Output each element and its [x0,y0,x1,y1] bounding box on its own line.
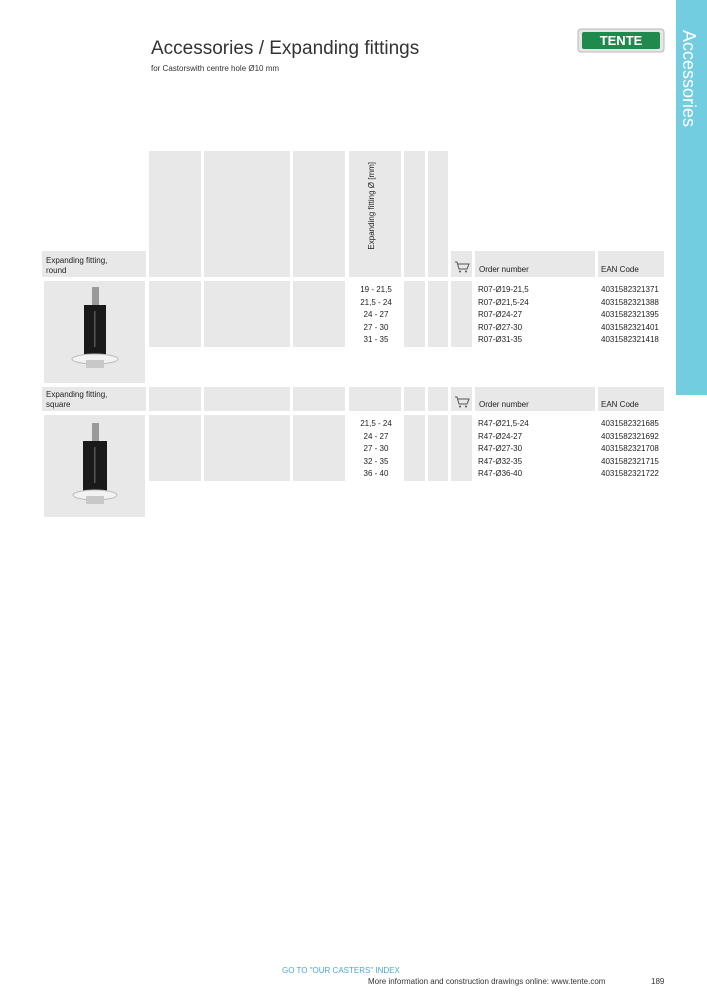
casters-index-link[interactable]: GO TO "OUR CASTERS" INDEX [282,966,400,975]
order-number: R07-Ø19-21,5 [478,285,529,294]
size-value: 36 - 40 [363,469,389,479]
section-header-strip [404,387,425,411]
round-col [204,281,290,347]
section-side-tab [676,0,707,395]
ean-code: 4031582321395 [601,310,659,320]
square-col [451,415,472,481]
page-subtitle: for Castorswith centre hole Ø10 mm [151,64,280,73]
ean-code: 4031582321371 [601,285,659,294]
size-value: 19 - 21,5 [360,285,392,294]
page-title: Accessories / Expanding fittings [151,38,420,59]
round-col [451,281,472,347]
order-number: R07-Ø31-35 [478,335,523,345]
ean-code: 4031582321418 [601,335,659,345]
ean-code: 4031582321722 [601,469,659,479]
ean-code: 4031582321692 [601,431,659,441]
order-number-column-square [478,418,529,481]
order-number: R07-Ø27-30 [478,322,523,332]
order-number: R47-Ø27-30 [478,444,523,454]
svg-text:TENTE: TENTE [599,33,643,48]
square-col [404,415,425,481]
table-header-col [149,151,201,277]
order-number: R47-Ø36-40 [478,469,523,479]
section-label-round: Expanding fitting, round [46,256,108,275]
page-number: 189 [651,977,665,986]
order-number-header: Order number [479,400,529,409]
size-value: 31 - 35 [363,335,389,345]
order-number-column-round [478,284,529,347]
order-number: R47-Ø21,5-24 [478,419,529,428]
order-number: R47-Ø32-35 [478,456,523,466]
size-value: 24 - 27 [363,431,389,441]
side-tab-label: Accessories [679,30,699,128]
ean-code-header: EAN Code [601,400,639,409]
order-number: R47-Ø24-27 [478,431,523,441]
ean-code: 4031582321715 [601,456,659,466]
order-number: R07-Ø24-27 [478,310,523,320]
cart-icon [454,396,470,408]
footer-info-text: More information and construction drawings online: www.tente.com [368,977,606,986]
ean-code-header: EAN Code [601,265,639,274]
product-image-round [44,281,145,383]
round-col [149,281,201,347]
size-value: 21,5 - 24 [360,419,392,428]
round-col [428,281,448,347]
section-header-strip [428,387,448,411]
section-header-strip [349,387,401,411]
round-expanding-fitting-image [44,281,145,383]
size-value: 27 - 30 [363,322,389,332]
expanding-fitting-header: Expanding fitting Ø [mm] [367,162,376,250]
section-header-strip [149,387,201,411]
cart-icon [454,261,470,273]
square-col [293,415,345,481]
size-value: 32 - 35 [363,456,389,466]
size-column-round [354,284,398,347]
order-number-header: Order number [479,265,529,274]
ean-code: 4031582321388 [601,297,659,307]
product-image-square [44,415,145,517]
order-number: R07-Ø21,5-24 [478,297,529,307]
ean-code: 4031582321708 [601,444,659,454]
ean-column-round [601,284,659,347]
size-value: 24 - 27 [363,310,389,320]
size-value: 21,5 - 24 [360,297,392,307]
ean-code: 4031582321685 [601,419,659,428]
square-col [428,415,448,481]
square-col [204,415,290,481]
ean-column-square [601,418,659,481]
square-expanding-fitting-image [44,415,145,517]
ean-code: 4031582321401 [601,322,659,332]
table-header-col [428,151,448,277]
table-header-col [204,151,290,277]
size-value: 27 - 30 [363,444,389,454]
square-col [149,415,201,481]
round-col [293,281,345,347]
table-header-col [293,151,345,277]
table-header-col [404,151,425,277]
section-label-square: Expanding fitting, square [46,390,108,409]
section-header-strip [293,387,345,411]
section-header-strip [204,387,290,411]
tente-logo [577,28,665,53]
round-col [404,281,425,347]
size-column-square [354,418,398,481]
